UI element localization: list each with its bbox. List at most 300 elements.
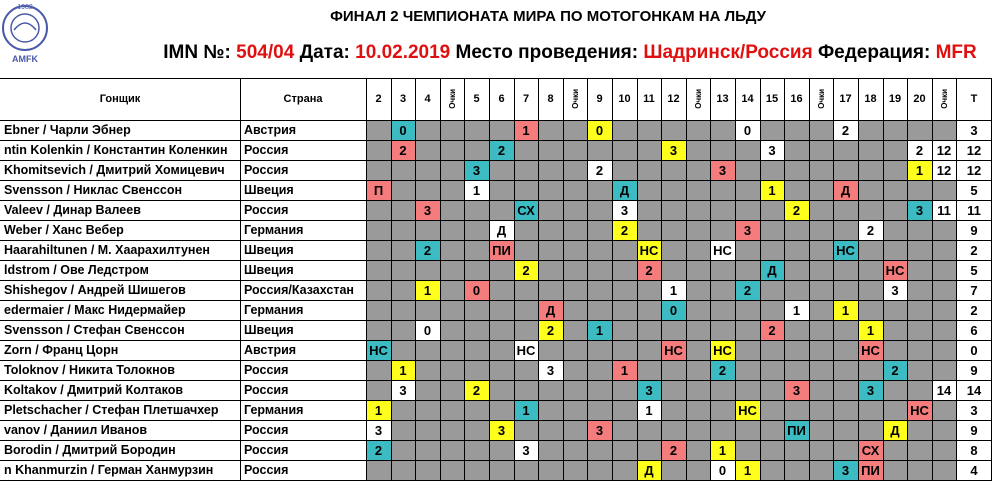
- row-divider: [0, 380, 992, 381]
- heat-cell: [686, 400, 710, 420]
- total-points: 12: [966, 162, 982, 178]
- row-divider: [0, 300, 992, 301]
- rider-name: n Khanmurzin / Герман Ханмурзин: [4, 463, 214, 477]
- heat-cell: [538, 380, 563, 400]
- heat-cell: [514, 420, 538, 440]
- heat-cell: [907, 300, 932, 320]
- heat-cell: [833, 360, 858, 380]
- heat-cell: 2: [538, 320, 563, 340]
- heat-cell: [932, 240, 956, 260]
- heat-cell: [391, 220, 415, 240]
- heat-cell: [489, 180, 514, 200]
- heat-cell: [883, 200, 907, 220]
- heat-header-4: [415, 78, 440, 120]
- imn-value: 504/04: [236, 42, 295, 63]
- heat-cell: [391, 320, 415, 340]
- heat-cell: [710, 180, 735, 200]
- country-header: Страна: [283, 93, 323, 105]
- heat-cell: [784, 180, 809, 200]
- heat-cell: 3: [784, 380, 809, 400]
- heat-cell: [637, 160, 661, 180]
- heat-cell: [637, 280, 661, 300]
- total-points: 2: [970, 242, 978, 258]
- rider-country: Россия: [244, 383, 289, 397]
- rider-country: Австрия: [244, 343, 297, 357]
- venue-label: Место проведения:: [455, 42, 639, 63]
- heat-cell: [760, 300, 784, 320]
- heat-cell: [612, 260, 637, 280]
- heat-cell: 2: [858, 220, 883, 240]
- heat-cell: [538, 200, 563, 220]
- heat-header-21: [833, 78, 858, 120]
- row-divider: [0, 200, 992, 201]
- heat-cell: [907, 280, 932, 300]
- heat-cell: [661, 240, 686, 260]
- heat-cell: [415, 420, 440, 440]
- heat-cell: [538, 120, 563, 140]
- heat-cell: 1: [514, 400, 538, 420]
- heat-cell: [612, 240, 637, 260]
- heat-cell: [735, 320, 760, 340]
- heat-cell: [440, 300, 464, 320]
- heat-cell: [440, 120, 464, 140]
- rider-country: Россия: [244, 463, 289, 477]
- heat-cell: НС: [858, 340, 883, 360]
- federation-label: Федерация:: [817, 42, 931, 63]
- heat-cell: [760, 200, 784, 220]
- heat-cell: 1: [514, 120, 538, 140]
- heat-cell: [809, 140, 833, 160]
- heat-cell: [563, 240, 587, 260]
- heat-cell: Д: [489, 220, 514, 240]
- rider-name: Svensson / Никлас Свенссон: [4, 183, 183, 197]
- heat-cell: [563, 420, 587, 440]
- rider-country: Германия: [244, 403, 304, 417]
- heat-cell: [538, 400, 563, 420]
- column-divider: [240, 78, 241, 480]
- heat-cell: 3: [760, 140, 784, 160]
- heat-cell: [735, 380, 760, 400]
- column-divider: [858, 78, 859, 480]
- heat-cell: [587, 280, 612, 300]
- heat-cell: [391, 340, 415, 360]
- heat-cell: [858, 140, 883, 160]
- heat-header-label: Очки: [816, 89, 826, 109]
- heat-cell: Д: [760, 260, 784, 280]
- heat-cell: [907, 320, 932, 340]
- heat-header-16: [710, 78, 735, 120]
- heat-cell: ПИ: [489, 240, 514, 260]
- heat-cell: [735, 140, 760, 160]
- heat-cell: [907, 420, 932, 440]
- heat-cell: [710, 300, 735, 320]
- heat-cell: [440, 240, 464, 260]
- heat-cell: [784, 220, 809, 240]
- heat-cell: 3: [366, 420, 391, 440]
- heat-cell: [563, 300, 587, 320]
- heat-cell: [809, 340, 833, 360]
- heat-header-label: 12: [667, 93, 680, 105]
- heat-cell: [809, 260, 833, 280]
- heat-cell: [686, 140, 710, 160]
- heat-cell: [514, 280, 538, 300]
- heat-cell: [637, 140, 661, 160]
- heat-cell: [612, 120, 637, 140]
- heat-cell: [760, 240, 784, 260]
- heat-cell: Д: [883, 420, 907, 440]
- heat-cell: [809, 400, 833, 420]
- heat-cell: [710, 420, 735, 440]
- heat-cell: [686, 120, 710, 140]
- heat-cell: [710, 140, 735, 160]
- rider-country: Швеция: [244, 183, 294, 197]
- heat-cell: [489, 360, 514, 380]
- heat-cell: 2: [784, 200, 809, 220]
- rider-country: Россия: [244, 203, 289, 217]
- heat-cell: [366, 460, 391, 480]
- heat-cell: [415, 120, 440, 140]
- heat-cell: 3: [661, 140, 686, 160]
- heat-header-label: 16: [790, 93, 803, 105]
- heat-cell: 2: [464, 380, 489, 400]
- heat-cell: 1: [415, 280, 440, 300]
- heat-cell: [464, 140, 489, 160]
- heat-header-label: 6: [498, 93, 505, 105]
- heat-cell: [464, 460, 489, 480]
- rider-country: Россия/Казахстан: [244, 283, 354, 297]
- heat-cell: [464, 300, 489, 320]
- heat-header-6: [464, 78, 489, 120]
- heat-cell: [514, 460, 538, 480]
- heat-cell: 1: [391, 360, 415, 380]
- heat-cell: [440, 400, 464, 420]
- heat-cell: [538, 460, 563, 480]
- row-divider: [0, 420, 992, 421]
- heat-cell: [833, 280, 858, 300]
- heat-cell: [366, 160, 391, 180]
- heat-cell: Д: [538, 300, 563, 320]
- heat-cell: 1: [858, 320, 883, 340]
- heat-cell: [809, 440, 833, 460]
- row-divider: [0, 160, 992, 161]
- heat-cell: 3: [514, 440, 538, 460]
- heat-cell: [735, 360, 760, 380]
- heat-cell: 1: [710, 440, 735, 460]
- heat-cell: [710, 260, 735, 280]
- heat-cell: 1: [587, 320, 612, 340]
- heat-cell: [391, 300, 415, 320]
- heat-cell: НС: [637, 240, 661, 260]
- column-divider: [415, 78, 416, 480]
- heat-header-label: Очки: [447, 89, 457, 109]
- heat-cell: 3: [883, 280, 907, 300]
- heat-cell: [637, 340, 661, 360]
- column-divider: [956, 78, 957, 480]
- heat-cell: [686, 260, 710, 280]
- heat-cell: [735, 240, 760, 260]
- heat-cell: [440, 360, 464, 380]
- heat-cell: [760, 420, 784, 440]
- heat-cell: [710, 380, 735, 400]
- heat-cell: [563, 380, 587, 400]
- heat-cell: [563, 260, 587, 280]
- heat-cell: [858, 180, 883, 200]
- heat-cell: [686, 420, 710, 440]
- rider-country: Россия: [244, 423, 289, 437]
- heat-cell: [612, 320, 637, 340]
- heat-cell: [858, 160, 883, 180]
- heat-cell: [932, 260, 956, 280]
- date-label: Дата:: [299, 42, 350, 63]
- rider-name: Zorn / Франц Цорн: [4, 343, 119, 357]
- heat-cell: 1: [833, 300, 858, 320]
- heat-cell: [612, 300, 637, 320]
- heat-cell: [735, 300, 760, 320]
- heat-cell: [661, 180, 686, 200]
- heat-cell: [809, 240, 833, 260]
- rider-name: vanov / Даниил Иванов: [4, 423, 148, 437]
- heat-cell: [735, 180, 760, 200]
- column-divider: [907, 78, 908, 480]
- heat-cell: [661, 200, 686, 220]
- heat-cell: [415, 360, 440, 380]
- heat-cell: [686, 160, 710, 180]
- heat-cell: [883, 120, 907, 140]
- heat-cell: [661, 420, 686, 440]
- heat-cell: [587, 360, 612, 380]
- heat-cell: Д: [637, 460, 661, 480]
- heat-cell: 2: [637, 260, 661, 280]
- heat-cell: [514, 300, 538, 320]
- heat-cell: НС: [366, 340, 391, 360]
- heat-cell: [686, 440, 710, 460]
- heat-cell: [440, 380, 464, 400]
- heat-cell: [612, 160, 637, 180]
- heat-cell: [391, 460, 415, 480]
- heat-cell: 2: [366, 440, 391, 460]
- total-points: 0: [970, 342, 978, 358]
- heat-cell: [637, 320, 661, 340]
- heat-cell: [932, 400, 956, 420]
- row-divider: [0, 260, 992, 261]
- heat-cell: НС: [661, 340, 686, 360]
- row-divider: [0, 240, 992, 241]
- total-points: 6: [970, 322, 978, 338]
- event-info: [140, 42, 1000, 64]
- heat-cell: [440, 280, 464, 300]
- heat-cell: 2: [514, 260, 538, 280]
- heat-cell: 1: [907, 160, 932, 180]
- heat-cell: [907, 380, 932, 400]
- heat-header-7: [489, 78, 514, 120]
- heat-cell: 0: [710, 460, 735, 480]
- heat-cell: [489, 380, 514, 400]
- heat-cell: 2: [735, 280, 760, 300]
- heat-cell: [686, 240, 710, 260]
- heat-cell: 0: [391, 120, 415, 140]
- rider-country: Россия: [244, 163, 289, 177]
- heat-cell: [366, 360, 391, 380]
- heat-cell: [538, 180, 563, 200]
- heat-cell: [563, 440, 587, 460]
- rider-name: Haarahiltunen / М. Хаарахилтунен: [4, 243, 210, 257]
- heat-cell: 3: [637, 380, 661, 400]
- heat-cell: [464, 440, 489, 460]
- heat-cell: 3: [391, 380, 415, 400]
- heat-cell: [710, 320, 735, 340]
- heat-header-label: Очки: [939, 89, 949, 109]
- column-divider: [489, 78, 490, 480]
- heat-cell: [784, 320, 809, 340]
- heat-cell: [809, 200, 833, 220]
- heat-cell: [883, 180, 907, 200]
- rider-name: Pletschacher / Стефан Плетшачхер: [4, 403, 219, 417]
- heat-cell: [538, 140, 563, 160]
- heat-cell: [833, 220, 858, 240]
- heat-cell: [563, 320, 587, 340]
- heat-cell: [538, 340, 563, 360]
- column-divider: [686, 78, 687, 480]
- heat-cell: [932, 460, 956, 480]
- rider-name: Weber / Ханс Вебер: [4, 223, 124, 237]
- heat-cell: [932, 220, 956, 240]
- heat-cell: [587, 460, 612, 480]
- total-points: 5: [970, 262, 978, 278]
- heat-header-2: [366, 78, 391, 120]
- heat-header-label: Очки: [570, 89, 580, 109]
- heat-cell: [710, 120, 735, 140]
- heat-header-23: [883, 78, 907, 120]
- rider-name: Khomitsevich / Дмитрий Хомицевич: [4, 163, 225, 177]
- heat-cell: 1: [612, 360, 637, 380]
- heat-cell: [489, 400, 514, 420]
- heat-cell: [587, 400, 612, 420]
- heat-cell: [833, 320, 858, 340]
- total-points: 8: [970, 442, 978, 458]
- heat-cell: [858, 280, 883, 300]
- heat-cell: 2: [391, 140, 415, 160]
- heat-cell: [415, 400, 440, 420]
- heat-cell: [858, 360, 883, 380]
- heat-cell: [587, 240, 612, 260]
- heat-cell: [415, 160, 440, 180]
- heat-cell: [809, 460, 833, 480]
- heat-cell: [833, 200, 858, 220]
- heat-cell: [686, 380, 710, 400]
- heat-header-12: [612, 78, 637, 120]
- heat-cell: [784, 340, 809, 360]
- heat-cell: [784, 140, 809, 160]
- row-divider: [0, 360, 992, 361]
- heat-cell: [710, 400, 735, 420]
- heat-header-9: [538, 78, 563, 120]
- column-divider: [809, 78, 810, 480]
- rider-header: Гонщик: [99, 93, 141, 105]
- column-divider: [587, 78, 588, 480]
- heat-cell: [686, 180, 710, 200]
- heat-cell: [760, 280, 784, 300]
- heat-cell: 3: [538, 360, 563, 380]
- heat-header-label: Т: [970, 93, 978, 105]
- heat-cell: [514, 180, 538, 200]
- heat-header-15: [686, 78, 710, 120]
- heat-cell: [833, 380, 858, 400]
- heat-cell: НС: [710, 240, 735, 260]
- row-divider: [0, 140, 992, 141]
- heat-cell: [563, 180, 587, 200]
- heat-cell: [464, 120, 489, 140]
- heat-cell: [809, 280, 833, 300]
- heat-header-25: [932, 78, 956, 120]
- heat-header-label: 10: [618, 93, 631, 105]
- heat-cell: [489, 280, 514, 300]
- row-divider: [0, 280, 992, 281]
- heat-cell: [415, 380, 440, 400]
- heat-cell: [563, 340, 587, 360]
- row-divider: [0, 480, 992, 481]
- heat-cell: СХ: [514, 200, 538, 220]
- heat-cell: [514, 160, 538, 180]
- heat-cell: 0: [587, 120, 612, 140]
- heat-cell: [883, 160, 907, 180]
- imn-label: IMN №:: [163, 42, 231, 63]
- heat-cell: [637, 120, 661, 140]
- heat-cell: [538, 240, 563, 260]
- heat-cell: [907, 220, 932, 240]
- heat-cell: 14: [932, 380, 956, 400]
- heat-cell: Д: [833, 180, 858, 200]
- heat-cell: [907, 440, 932, 460]
- heat-cell: [563, 360, 587, 380]
- heat-cell: [784, 280, 809, 300]
- heat-cell: [366, 220, 391, 240]
- heat-header-8: [514, 78, 538, 120]
- heat-cell: 1: [735, 460, 760, 480]
- row-divider: [0, 320, 992, 321]
- heat-cell: [612, 420, 637, 440]
- rider-country: Германия: [244, 303, 304, 317]
- heat-cell: [686, 340, 710, 360]
- heat-cell: [366, 380, 391, 400]
- rider-name: Ebner / Чарли Эбнер: [4, 123, 131, 137]
- heat-cell: [391, 440, 415, 460]
- heat-cell: [932, 180, 956, 200]
- heat-cell: [710, 220, 735, 240]
- heat-cell: [907, 360, 932, 380]
- heat-cell: [686, 460, 710, 480]
- rider-name: Valeev / Динар Валеев: [4, 203, 141, 217]
- heat-cell: [735, 420, 760, 440]
- heat-cell: [735, 160, 760, 180]
- rider-country: Швеция: [244, 323, 294, 337]
- heat-cell: [637, 180, 661, 200]
- heat-cell: [637, 220, 661, 240]
- heat-cell: [514, 360, 538, 380]
- heat-cell: [833, 440, 858, 460]
- heat-cell: [760, 360, 784, 380]
- heat-cell: [883, 320, 907, 340]
- heat-cell: [563, 280, 587, 300]
- heat-header-label: 15: [765, 93, 779, 105]
- row-divider: [0, 400, 992, 401]
- heat-cell: [366, 120, 391, 140]
- total-points: 9: [970, 422, 978, 438]
- row-divider: [0, 340, 992, 341]
- heat-cell: [883, 220, 907, 240]
- heat-cell: [932, 320, 956, 340]
- federation-value: MFR: [935, 42, 977, 63]
- heat-cell: НС: [833, 240, 858, 260]
